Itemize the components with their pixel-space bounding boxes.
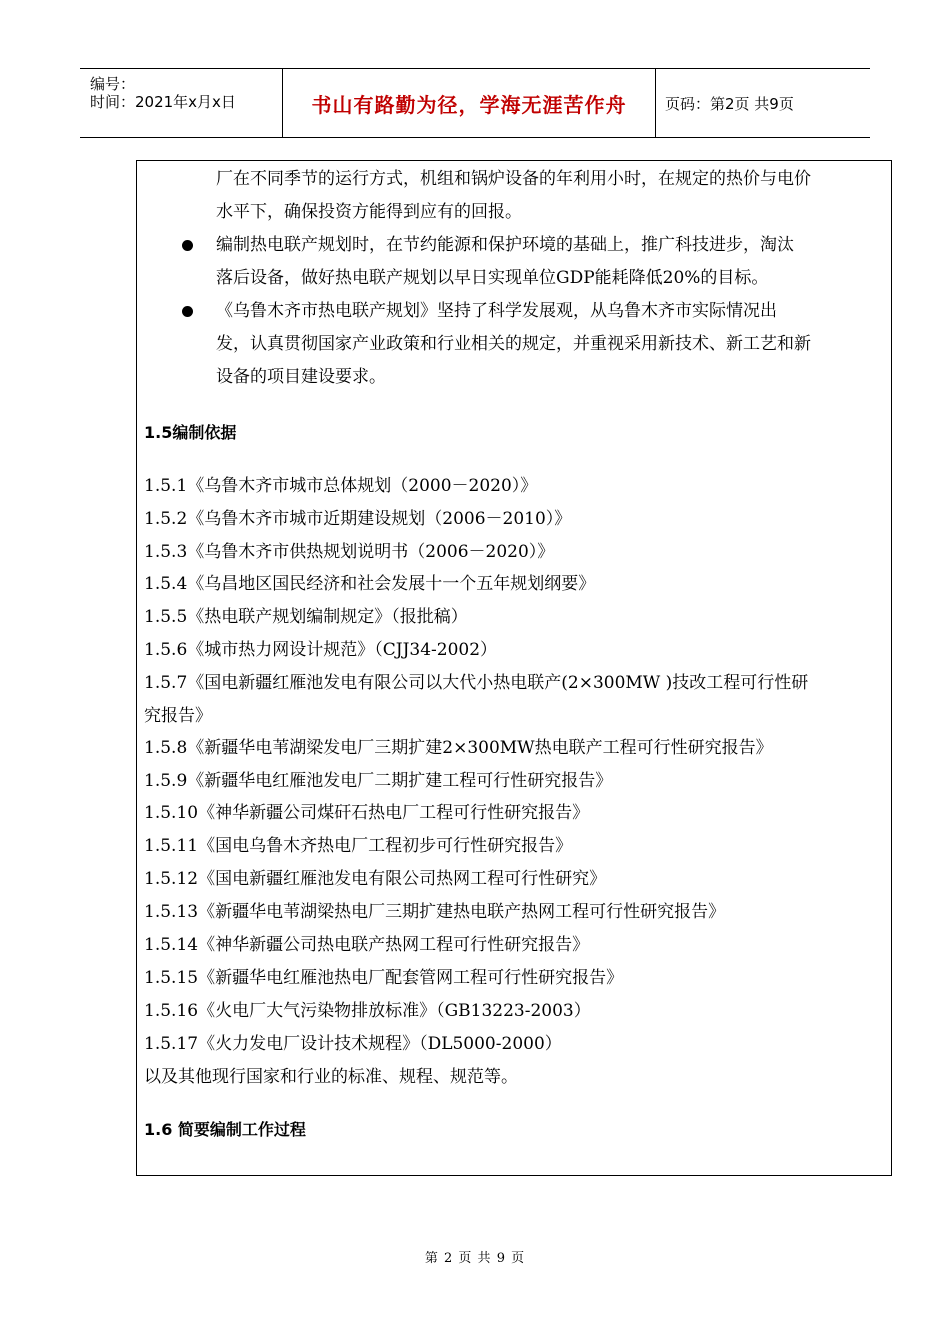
closing-line: 以及其他现行国家和行业的标准、规程、规范等。: [144, 1067, 518, 1087]
header-motto-cell: [282, 69, 656, 137]
reference-item: 1.5.11《国电乌鲁木齐热电厂工程初步可行性研究报告》: [144, 836, 573, 856]
reference-item: 1.5.10《神华新疆公司煤矸石热电厂工程可行性研究报告》: [144, 803, 590, 823]
page-footer: 第 2 页 共 9 页: [424, 1251, 526, 1266]
date-label: 时间：2021年x月x日: [90, 93, 236, 111]
header-page-cell: [655, 69, 870, 137]
reference-item: 1.5.5《热电联产规划编制规定》（报批稿）: [144, 607, 468, 627]
reference-item: 1.5.2《乌鲁木齐市城市近期建设规划（2006－2010）》: [144, 509, 572, 529]
bullet-line: 设备的项目建设要求。: [216, 367, 386, 387]
reference-item: 究报告》: [144, 706, 212, 726]
reference-item: 1.5.9《新疆华电红雁池发电厂二期扩建工程可行性研究报告》: [144, 771, 613, 791]
bullet-line: 落后设备，做好热电联产规划以早日实现单位GDP能耗降低20%的目标。: [216, 268, 769, 288]
header-left-cell: [80, 69, 282, 137]
page-number-label: 页码：第2页 共9页: [665, 94, 794, 113]
bullet-icon: [182, 306, 193, 317]
bullet-line: 发，认真贯彻国家产业政策和行业相关的规定，并重视采用新技术、新工艺和新: [216, 334, 811, 354]
reference-item: 1.5.16《火电厂大气污染物排放标准》（GB13223-2003）: [144, 1001, 591, 1021]
reference-item: 1.5.3《乌鲁木齐市供热规划说明书（2006－2020）》: [144, 542, 555, 562]
reference-item: 1.5.7《国电新疆红雁池发电有限公司以大代小热电联产(2×300MW )技改工程可行性研: [144, 673, 809, 693]
bullet-line: 编制热电联产规划时，在节约能源和保护环境的基础上，推广科技进步，淘汰: [216, 235, 794, 255]
section-heading-1-5: 1.5编制依据: [144, 423, 237, 442]
reference-item: 1.5.17《火力发电厂设计技术规程》（DL5000-2000）: [144, 1034, 562, 1054]
motto-text: 书山有路勤为径，学海无涯苦作舟: [311, 92, 627, 117]
section-heading-1-6: 1.6 简要编制工作过程: [144, 1120, 306, 1139]
bullet-icon: [182, 240, 193, 251]
paragraph-line: 水平下，确保投资方能得到应有的回报。: [216, 202, 522, 222]
reference-item: 1.5.12《国电新疆红雁池发电有限公司热网工程可行性研究》: [144, 869, 607, 889]
reference-item: 1.5.15《新疆华电红雁池热电厂配套管网工程可行性研究报告》: [144, 968, 624, 988]
page-header: [80, 68, 870, 138]
bullet-line: 《乌鲁木齐市热电联产规划》坚持了科学发展观，从乌鲁木齐市实际情况出: [216, 301, 777, 321]
reference-item: 1.5.13《新疆华电苇湖梁热电厂三期扩建热电联产热网工程可行性研究报告》: [144, 902, 726, 922]
number-label: 编号：: [90, 75, 136, 93]
reference-item: 1.5.4《乌昌地区国民经济和社会发展十一个五年规划纲要》: [144, 574, 596, 594]
reference-item: 1.5.1《乌鲁木齐市城市总体规划（2000－2020）》: [144, 476, 538, 496]
reference-item: 1.5.6《城市热力网设计规范》（CJJ34-2002）: [144, 640, 498, 660]
reference-item: 1.5.8《新疆华电苇湖梁发电厂三期扩建2×300MW热电联产工程可行性研究报告》: [144, 738, 773, 758]
paragraph-line: 厂在不同季节的运行方式，机组和锅炉设备的年利用小时，在规定的热价与电价: [216, 169, 811, 189]
reference-item: 1.5.14《神华新疆公司热电联产热网工程可行性研究报告》: [144, 935, 590, 955]
